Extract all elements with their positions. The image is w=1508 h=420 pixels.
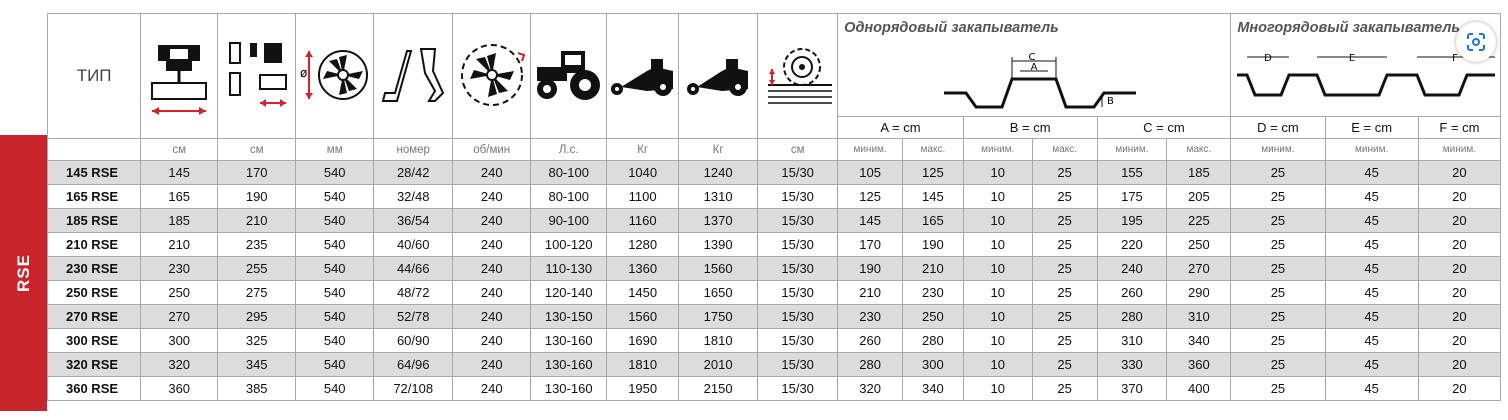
- value-cell: 32/48: [374, 185, 453, 209]
- value-cell: 45: [1325, 185, 1418, 209]
- value-cell: 540: [296, 305, 374, 329]
- value-cell: 1690: [607, 329, 679, 353]
- value-cell: 345: [218, 353, 296, 377]
- value-cell: 280: [903, 329, 964, 353]
- value-cell: 10: [963, 281, 1032, 305]
- value-cell: 25: [1032, 161, 1097, 185]
- value-cell: 155: [1097, 161, 1167, 185]
- value-cell: 340: [903, 377, 964, 401]
- value-cell: 310: [1167, 305, 1231, 329]
- value-cell: 540: [296, 281, 374, 305]
- value-cell: 20: [1418, 329, 1500, 353]
- value-cell: 190: [903, 233, 964, 257]
- value-cell: 1040: [607, 161, 679, 185]
- value-cell: 105: [838, 161, 903, 185]
- value-cell: 290: [1167, 281, 1231, 305]
- value-cell: 52/78: [374, 305, 453, 329]
- value-cell: 25: [1032, 209, 1097, 233]
- value-cell: 60/90: [374, 329, 453, 353]
- value-cell: 165: [141, 185, 218, 209]
- value-cell: 20: [1418, 353, 1500, 377]
- single-row-diagram: [838, 46, 1231, 117]
- value-cell: 250: [1167, 233, 1231, 257]
- value-cell: 320: [838, 377, 903, 401]
- spec-table: [47, 13, 1501, 401]
- value-cell: 20: [1418, 377, 1500, 401]
- image-search-button[interactable]: [1456, 22, 1496, 62]
- value-cell: 230: [838, 305, 903, 329]
- value-cell: 10: [963, 185, 1032, 209]
- value-cell: 145: [903, 185, 964, 209]
- value-cell: 280: [838, 353, 903, 377]
- value-cell: 270: [1167, 257, 1231, 281]
- value-cell: 220: [1097, 233, 1167, 257]
- value-cell: 25: [1032, 377, 1097, 401]
- value-cell: 400: [1167, 377, 1231, 401]
- value-cell: 1310: [679, 185, 758, 209]
- blade-icon: [374, 14, 453, 139]
- unit-cell: миним.: [1097, 139, 1167, 161]
- value-cell: 100-120: [531, 233, 607, 257]
- table-row: [48, 377, 1501, 401]
- value-cell: 1280: [607, 233, 679, 257]
- value-cell: 25: [1032, 233, 1097, 257]
- value-cell: 240: [1097, 257, 1167, 281]
- value-cell: 15/30: [758, 209, 838, 233]
- value-cell: 190: [218, 185, 296, 209]
- table-row: [48, 233, 1501, 257]
- dim-f-label: F: [1451, 53, 1458, 64]
- value-cell: 1560: [607, 305, 679, 329]
- series-sidebar: [0, 135, 47, 411]
- unit-cell: Кг: [679, 139, 758, 161]
- working-width-icon: [218, 14, 296, 139]
- type-header: ТИП: [48, 14, 141, 139]
- value-cell: 44/66: [374, 257, 453, 281]
- value-cell: 45: [1325, 233, 1418, 257]
- value-cell: 250: [903, 305, 964, 329]
- value-cell: 210: [218, 209, 296, 233]
- value-cell: 15/30: [758, 185, 838, 209]
- value-cell: 40/60: [374, 233, 453, 257]
- value-cell: 360: [141, 377, 218, 401]
- value-cell: 240: [453, 305, 531, 329]
- value-cell: 190: [838, 257, 903, 281]
- value-cell: 10: [963, 209, 1032, 233]
- value-cell: 1810: [607, 353, 679, 377]
- svg-text:ø: ø: [299, 66, 308, 80]
- value-cell: 10: [963, 257, 1032, 281]
- unit-cell: об/мин: [453, 139, 531, 161]
- dim-b-label: B: [1107, 96, 1115, 107]
- value-cell: 130-160: [531, 329, 607, 353]
- value-cell: 170: [838, 233, 903, 257]
- value-cell: 45: [1325, 329, 1418, 353]
- dim-d-label: D: [1263, 53, 1272, 64]
- value-cell: 145: [141, 161, 218, 185]
- unit-cell: номер: [374, 139, 453, 161]
- value-cell: 20: [1418, 209, 1500, 233]
- value-cell: 130-160: [531, 377, 607, 401]
- value-cell: 45: [1325, 257, 1418, 281]
- value-cell: 45: [1325, 161, 1418, 185]
- value-cell: 25: [1231, 209, 1325, 233]
- value-cell: 240: [453, 233, 531, 257]
- value-cell: 1650: [679, 281, 758, 305]
- value-cell: 25: [1231, 257, 1325, 281]
- tractor-icon: [531, 14, 607, 139]
- unit-cell: см: [758, 139, 838, 161]
- value-cell: 540: [296, 377, 374, 401]
- value-cell: 1390: [679, 233, 758, 257]
- value-cell: 230: [903, 281, 964, 305]
- value-cell: 240: [453, 185, 531, 209]
- unit-cell: Л.с.: [531, 139, 607, 161]
- value-cell: 48/72: [374, 281, 453, 305]
- value-cell: 10: [963, 161, 1032, 185]
- value-cell: 130-160: [531, 353, 607, 377]
- value-cell: 1370: [679, 209, 758, 233]
- value-cell: 300: [141, 329, 218, 353]
- value-cell: 295: [218, 305, 296, 329]
- value-cell: 240: [453, 161, 531, 185]
- model-cell: 165 RSE: [48, 185, 141, 209]
- value-cell: 185: [1167, 161, 1231, 185]
- value-cell: 25: [1231, 353, 1325, 377]
- value-cell: 260: [838, 329, 903, 353]
- value-cell: 25: [1231, 329, 1325, 353]
- units-row: [48, 139, 1501, 161]
- table-row: [48, 281, 1501, 305]
- value-cell: 1950: [607, 377, 679, 401]
- value-cell: 10: [963, 305, 1032, 329]
- value-cell: 1160: [607, 209, 679, 233]
- value-cell: 2150: [679, 377, 758, 401]
- table-row: [48, 185, 1501, 209]
- value-cell: 25: [1032, 257, 1097, 281]
- table-row: [48, 209, 1501, 233]
- dim-c-label: C: [1028, 52, 1036, 63]
- multi-row-title: Многорядовый закапыватель: [1231, 14, 1501, 47]
- value-cell: 1100: [607, 185, 679, 209]
- model-cell: 250 RSE: [48, 281, 141, 305]
- value-cell: 1560: [679, 257, 758, 281]
- value-cell: 15/30: [758, 161, 838, 185]
- value-cell: 20: [1418, 185, 1500, 209]
- table-row: [48, 161, 1501, 185]
- lens-scan-icon: [1466, 32, 1486, 52]
- model-cell: 270 RSE: [48, 305, 141, 329]
- value-cell: 370: [1097, 377, 1167, 401]
- subheader-f: F = cm: [1418, 117, 1500, 139]
- unit-cell: Кг: [607, 139, 679, 161]
- value-cell: 210: [903, 257, 964, 281]
- value-cell: 15/30: [758, 377, 838, 401]
- value-cell: 145: [838, 209, 903, 233]
- value-cell: 240: [453, 257, 531, 281]
- rotor-speed-icon: [453, 14, 531, 139]
- machine-weight-icon: [607, 14, 679, 139]
- value-cell: 195: [1097, 209, 1167, 233]
- value-cell: 25: [1231, 377, 1325, 401]
- value-cell: 20: [1418, 281, 1500, 305]
- value-cell: 10: [963, 353, 1032, 377]
- value-cell: 320: [141, 353, 218, 377]
- value-cell: 165: [903, 209, 964, 233]
- model-cell: 320 RSE: [48, 353, 141, 377]
- value-cell: 15/30: [758, 329, 838, 353]
- dim-a-label: A: [1030, 62, 1038, 73]
- value-cell: 255: [218, 257, 296, 281]
- value-cell: 25: [1032, 329, 1097, 353]
- model-cell: 145 RSE: [48, 161, 141, 185]
- value-cell: 20: [1418, 233, 1500, 257]
- value-cell: 540: [296, 329, 374, 353]
- value-cell: 125: [903, 161, 964, 185]
- value-cell: 1360: [607, 257, 679, 281]
- value-cell: 15/30: [758, 353, 838, 377]
- value-cell: 15/30: [758, 305, 838, 329]
- model-cell: 210 RSE: [48, 233, 141, 257]
- unit-cell: см: [141, 139, 218, 161]
- value-cell: 25: [1231, 281, 1325, 305]
- value-cell: 15/30: [758, 257, 838, 281]
- value-cell: 80-100: [531, 185, 607, 209]
- value-cell: 25: [1231, 233, 1325, 257]
- value-cell: 240: [453, 377, 531, 401]
- table-row: [48, 257, 1501, 281]
- subheader-a: A = cm: [838, 117, 964, 139]
- unit-cell: см: [218, 139, 296, 161]
- value-cell: 310: [1097, 329, 1167, 353]
- machine-weight-2-icon: [679, 14, 758, 139]
- value-cell: 205: [1167, 185, 1231, 209]
- unit-cell: макс.: [1167, 139, 1231, 161]
- value-cell: 540: [296, 185, 374, 209]
- value-cell: 130-150: [531, 305, 607, 329]
- value-cell: 25: [1032, 353, 1097, 377]
- model-cell: 185 RSE: [48, 209, 141, 233]
- value-cell: 1810: [679, 329, 758, 353]
- model-cell: 230 RSE: [48, 257, 141, 281]
- value-cell: 10: [963, 377, 1032, 401]
- value-cell: 360: [1167, 353, 1231, 377]
- value-cell: 25: [1032, 185, 1097, 209]
- value-cell: 340: [1167, 329, 1231, 353]
- units-empty-cell: [48, 139, 141, 161]
- value-cell: 25: [1231, 305, 1325, 329]
- value-cell: 210: [838, 281, 903, 305]
- value-cell: 240: [453, 209, 531, 233]
- single-row-title: Однорядовый закапыватель: [838, 14, 1231, 47]
- value-cell: 250: [141, 281, 218, 305]
- subheader-c: C = cm: [1097, 117, 1231, 139]
- subheader-b: B = cm: [963, 117, 1097, 139]
- unit-cell: миним.: [1325, 139, 1418, 161]
- value-cell: 260: [1097, 281, 1167, 305]
- table-row: [48, 353, 1501, 377]
- value-cell: 240: [453, 329, 531, 353]
- depth-icon: [758, 14, 838, 139]
- value-cell: 15/30: [758, 281, 838, 305]
- value-cell: 10: [963, 329, 1032, 353]
- value-cell: 240: [453, 353, 531, 377]
- subheader-e: E = cm: [1325, 117, 1418, 139]
- value-cell: 20: [1418, 305, 1500, 329]
- value-cell: 325: [218, 329, 296, 353]
- unit-cell: миним.: [1418, 139, 1500, 161]
- value-cell: 125: [838, 185, 903, 209]
- value-cell: 540: [296, 161, 374, 185]
- value-cell: 330: [1097, 353, 1167, 377]
- value-cell: 45: [1325, 281, 1418, 305]
- value-cell: 45: [1325, 305, 1418, 329]
- subheader-d: D = cm: [1231, 117, 1325, 139]
- value-cell: 36/54: [374, 209, 453, 233]
- dim-e-label: E: [1348, 53, 1355, 64]
- value-cell: 210: [141, 233, 218, 257]
- value-cell: 15/30: [758, 233, 838, 257]
- model-cell: 300 RSE: [48, 329, 141, 353]
- value-cell: 385: [218, 377, 296, 401]
- value-cell: 72/108: [374, 377, 453, 401]
- value-cell: 45: [1325, 209, 1418, 233]
- value-cell: 540: [296, 257, 374, 281]
- tractor-width-icon: [141, 14, 218, 139]
- value-cell: 25: [1231, 161, 1325, 185]
- table-row: [48, 329, 1501, 353]
- unit-cell: мм: [296, 139, 374, 161]
- value-cell: 1450: [607, 281, 679, 305]
- series-label: RSE: [13, 254, 33, 292]
- unit-cell: макс.: [1032, 139, 1097, 161]
- value-cell: 25: [1231, 185, 1325, 209]
- value-cell: 110-130: [531, 257, 607, 281]
- value-cell: 10: [963, 233, 1032, 257]
- value-cell: 175: [1097, 185, 1167, 209]
- value-cell: 275: [218, 281, 296, 305]
- unit-cell: макс.: [903, 139, 964, 161]
- value-cell: 1750: [679, 305, 758, 329]
- value-cell: 225: [1167, 209, 1231, 233]
- value-cell: 45: [1325, 377, 1418, 401]
- value-cell: 240: [453, 281, 531, 305]
- value-cell: 2010: [679, 353, 758, 377]
- value-cell: 25: [1032, 305, 1097, 329]
- table-row: [48, 305, 1501, 329]
- value-cell: 45: [1325, 353, 1418, 377]
- value-cell: 120-140: [531, 281, 607, 305]
- value-cell: 280: [1097, 305, 1167, 329]
- value-cell: 540: [296, 233, 374, 257]
- value-cell: 185: [141, 209, 218, 233]
- value-cell: 230: [141, 257, 218, 281]
- value-cell: 80-100: [531, 161, 607, 185]
- value-cell: 20: [1418, 257, 1500, 281]
- value-cell: 28/42: [374, 161, 453, 185]
- value-cell: 270: [141, 305, 218, 329]
- unit-cell: миним.: [963, 139, 1032, 161]
- value-cell: 1240: [679, 161, 758, 185]
- value-cell: 64/96: [374, 353, 453, 377]
- multi-row-diagram: [1231, 46, 1501, 117]
- value-cell: 235: [218, 233, 296, 257]
- model-cell: 360 RSE: [48, 377, 141, 401]
- unit-cell: миним.: [1231, 139, 1325, 161]
- value-cell: 90-100: [531, 209, 607, 233]
- value-cell: 170: [218, 161, 296, 185]
- value-cell: 540: [296, 353, 374, 377]
- value-cell: 300: [903, 353, 964, 377]
- value-cell: 20: [1418, 161, 1500, 185]
- value-cell: 540: [296, 209, 374, 233]
- value-cell: 25: [1032, 281, 1097, 305]
- rotor-diameter-icon: [296, 14, 374, 139]
- unit-cell: миним.: [838, 139, 903, 161]
